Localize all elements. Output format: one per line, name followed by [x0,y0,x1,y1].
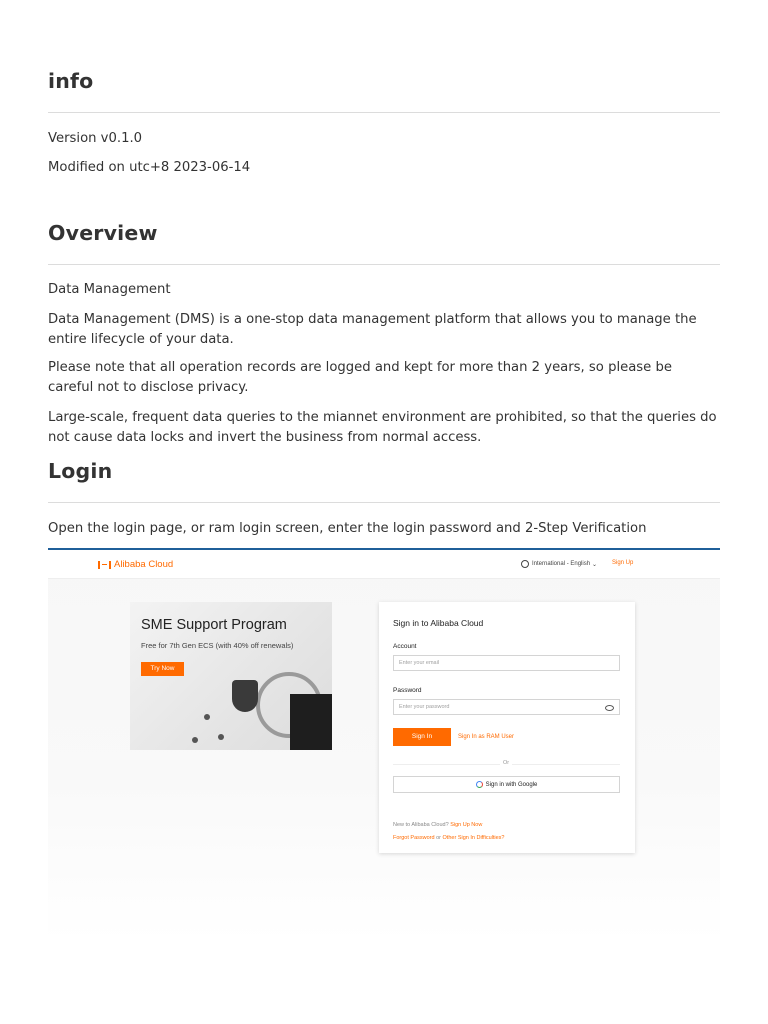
signup-now-link: Sign Up Now [450,822,483,828]
sign-in-button: Sign In [393,728,451,746]
password-input [393,699,620,715]
new-user-line [393,822,482,828]
screenshot-topbar [48,550,720,579]
login-instructions: Open the login page, or ram login screen, enter the login password and 2-Step Verification [48,521,647,536]
password-label: Password [393,687,422,694]
overview-paragraph: Large-scale, frequent data queries to the miannet environment are prohibited, so that the queries do not cause data locks and invert the business from normal access. [48,410,717,445]
version-text: Version v0.1.0 [48,131,143,146]
help-links-line [393,835,505,841]
promo-dot-graphic [204,714,210,720]
overview-paragraph: Please note that all operation records are logged and kept for more than 2 years, so please be careful not to disclose privacy. [48,360,672,395]
globe-icon [521,560,529,568]
language-label: International - English [532,561,591,567]
google-signin-label: Sign in with Google [485,781,538,788]
info-divider [48,112,720,113]
overview-divider [48,264,720,265]
shield-icon [232,680,258,712]
google-signin-button [393,776,620,793]
signin-card [379,602,635,853]
overview-paragraph: Data Management [48,282,171,297]
promo-dot-graphic [192,737,198,743]
chevron-down-icon: ⌄ [592,561,598,568]
overview-paragraph: Data Management (DMS) is a one-stop data management platform that allows you to manage the entire lifecycle of your data. [48,312,697,347]
promo-block-graphic [290,694,332,750]
login-screenshot [48,548,720,942]
promo-title: SME Support Program [141,617,287,633]
password-placeholder: Enter your password [399,704,450,710]
eye-icon [605,705,614,711]
other-difficulties-link: Other Sign In Difficulties? [442,835,505,841]
or-text: Or [500,760,512,766]
login-heading: Login [48,459,113,483]
login-divider [48,502,720,503]
overview-heading: Overview [48,221,158,245]
promo-dot-graphic [218,734,224,740]
account-input: Enter your email [393,655,620,671]
try-now-button: Try Now [141,662,184,676]
account-label: Account [393,643,417,650]
new-user-text: New to Alibaba Cloud? [393,822,449,828]
logo-text: Alibaba Cloud [114,559,174,570]
signin-title: Sign in to Alibaba Cloud [393,618,484,628]
modified-text: Modified on utc+8 2023-06-14 [48,160,251,175]
ram-user-link: Sign In as RAM User [458,734,515,740]
promo-subtitle: Free for 7th Gen ECS (with 40% off renewals) [141,641,294,650]
forgot-password-link: Forgot Password [393,835,435,841]
info-heading: info [48,69,94,93]
or-word: or [436,835,441,841]
promo-banner [130,602,332,750]
alibaba-cloud-logo [98,559,173,570]
language-selector [521,560,597,568]
alibaba-logo-icon [98,561,111,569]
signup-link: Sign Up [612,560,634,566]
google-icon [476,781,483,788]
